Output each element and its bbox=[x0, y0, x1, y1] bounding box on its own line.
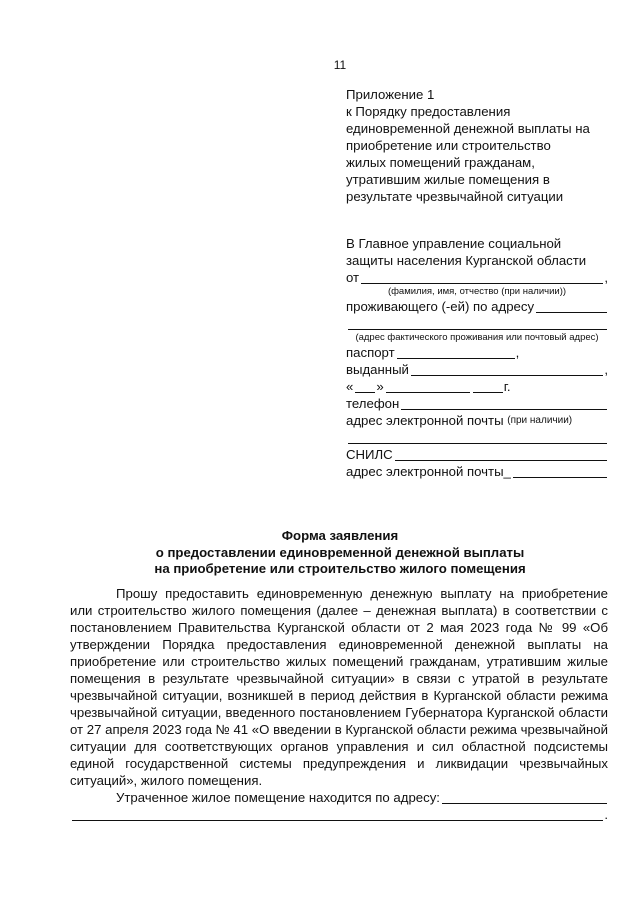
email2-label: адрес электронной почты_ bbox=[346, 464, 511, 479]
request-paragraph: Прошу предоставить единовременную денежную выплату на приобретение или строительство жилого помещения (далее – денежная выплата) в соответствии с постановлением Правительства Курганской области от 2 мая 2023 года № 99 «Об утверждении Порядка предоставления единовременной денежной выплаты на приобретение или строительство жилых помещений гражданам, утратившим жилые помещения в результате чрезвычайной ситуации» в связи с утратой в результате чрезвычайной ситуации, возникшей в период действия в Курганской области режима чрезвычайной ситуации, введенного постановлением Губернатора Курганской области от 27 апреля 2023 года № 41 «О введении в Курганской области режима чрезвычайной ситуации для соответствующих органов управления и сил областной подсистемы единой государственной системы предупреждения и ликвидации чрезвычайных ситуаций», жилого помещения. bbox=[70, 586, 608, 788]
issued-label: выданный bbox=[346, 362, 409, 377]
residing-field[interactable] bbox=[536, 300, 607, 313]
addressee-line: В Главное управление социальной bbox=[346, 236, 562, 251]
passport-row: паспорт , bbox=[346, 345, 520, 360]
address-row bbox=[346, 315, 608, 332]
date-open-quote: « bbox=[346, 379, 354, 394]
end-mark: . bbox=[604, 807, 608, 822]
month-field[interactable] bbox=[386, 380, 470, 393]
passport-label: паспорт bbox=[346, 345, 395, 360]
email-hint: (при наличии) bbox=[507, 415, 573, 426]
appendix-line: утратившим жилые помещения в bbox=[346, 172, 550, 187]
issued-field[interactable] bbox=[411, 363, 603, 376]
from-hint: (фамилия, имя, отчество (при наличии)) bbox=[387, 286, 567, 297]
appendix-line: к Порядку предоставления bbox=[346, 104, 511, 119]
email2-field[interactable] bbox=[513, 465, 607, 478]
email-row bbox=[346, 412, 608, 429]
residing-row bbox=[346, 298, 608, 315]
title-line: на приобретение или строительство жилого помещения bbox=[154, 561, 526, 576]
lost-address-continuation bbox=[70, 806, 608, 823]
appendix-block bbox=[346, 86, 616, 205]
email-line-row bbox=[346, 429, 608, 446]
title-line: Форма заявления bbox=[281, 528, 399, 543]
address-hint: (адрес фактического проживания или почтовый адрес) bbox=[355, 332, 599, 343]
date-close-quote: » bbox=[376, 379, 384, 394]
residing-label: проживающего (-ей) по адресу bbox=[346, 299, 535, 314]
title-line: о предоставлении единовременной денежной выплаты bbox=[155, 544, 525, 560]
snils-row bbox=[346, 446, 608, 463]
lost-address-row bbox=[70, 789, 608, 806]
phone-row bbox=[346, 395, 608, 412]
snils-field[interactable] bbox=[395, 448, 607, 461]
lost-address-field[interactable] bbox=[442, 791, 607, 804]
form-body bbox=[70, 585, 608, 823]
appendix-line: единовременной денежной выплаты на bbox=[346, 121, 590, 136]
lost-address-label: Утраченное жилое помещение находится по адресу: bbox=[116, 790, 440, 805]
addressee-line: защиты населения Курганской области bbox=[346, 253, 587, 268]
email-field[interactable] bbox=[348, 431, 607, 444]
addressee-block bbox=[346, 235, 608, 480]
year-suffix: г. bbox=[503, 379, 511, 394]
year-field[interactable] bbox=[473, 380, 503, 393]
appendix-line: приобретение или строительство bbox=[346, 138, 551, 153]
appendix-line: Приложение 1 bbox=[346, 87, 435, 102]
lost-address-field-2[interactable] bbox=[72, 808, 603, 821]
date-row bbox=[346, 378, 608, 395]
issued-row: выданный , bbox=[346, 362, 608, 377]
phone-field[interactable] bbox=[401, 397, 607, 410]
snils-label: СНИЛС bbox=[346, 447, 393, 462]
phone-label: телефон bbox=[346, 396, 400, 411]
address-field[interactable] bbox=[348, 317, 607, 330]
appendix-line: жилых помещений гражданам, bbox=[346, 155, 535, 170]
form-title bbox=[70, 528, 610, 578]
page-number: 11 bbox=[333, 58, 347, 72]
email2-row bbox=[346, 463, 608, 480]
appendix-line: результате чрезвычайной ситуации bbox=[346, 189, 564, 204]
from-row: от , bbox=[346, 270, 608, 285]
passport-field[interactable] bbox=[397, 346, 515, 359]
from-label: от bbox=[346, 270, 360, 285]
day-field[interactable] bbox=[355, 380, 375, 393]
from-field[interactable] bbox=[361, 271, 603, 284]
email-label: адрес электронной почты bbox=[346, 413, 504, 428]
